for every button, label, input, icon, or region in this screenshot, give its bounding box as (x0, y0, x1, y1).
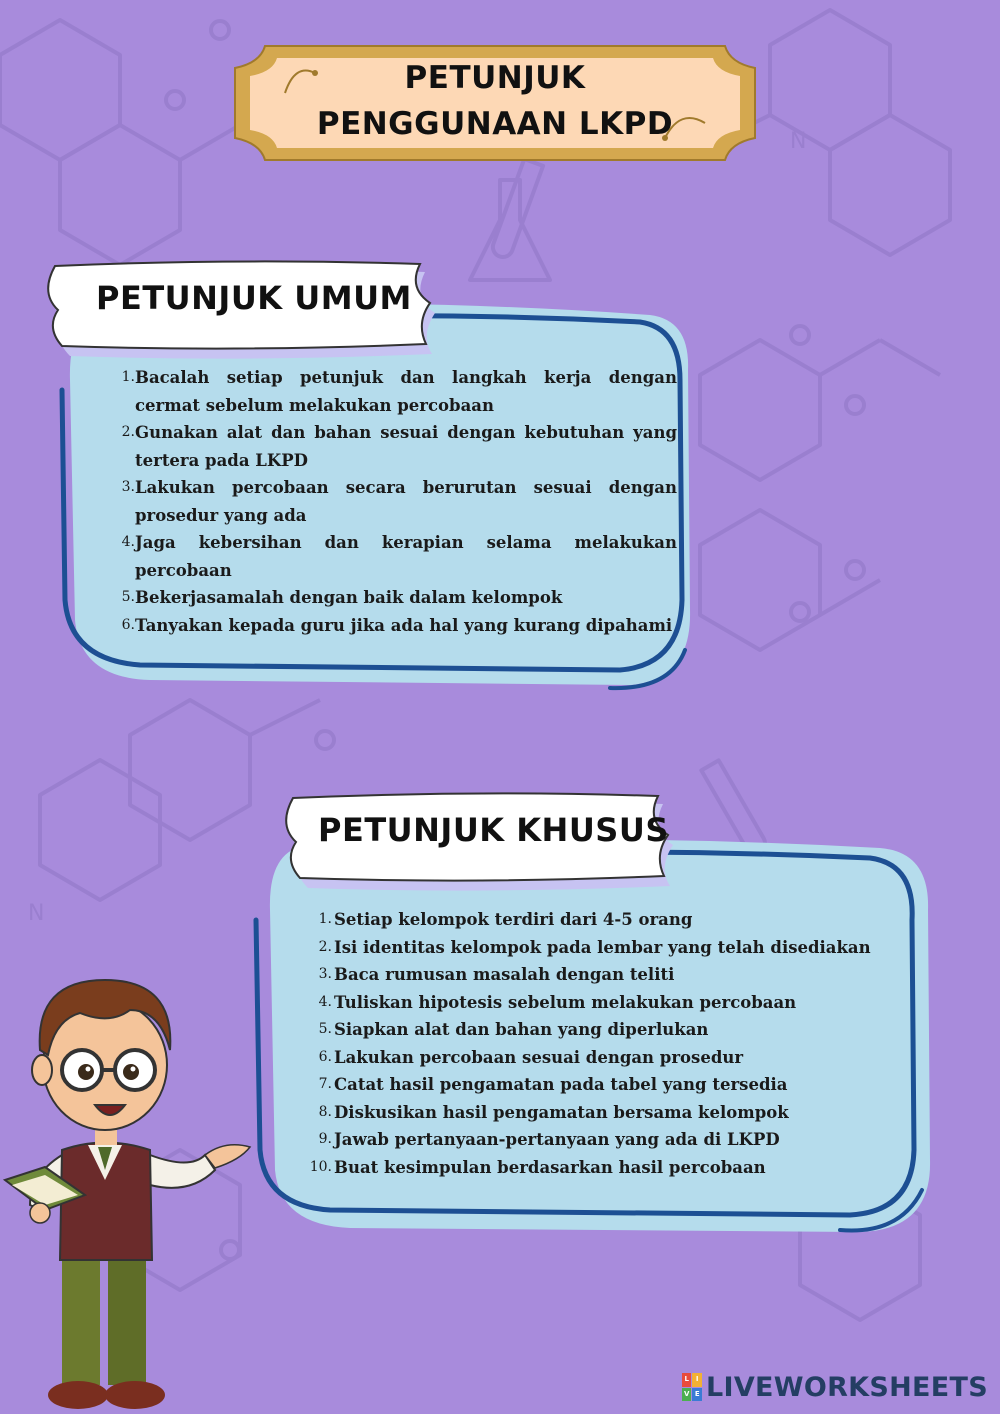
list-item: 5. Bekerjasamalah dengan baik dalam kelompok (121, 588, 563, 607)
list-item: 8. Diskusikan hasil pengamatan bersama kelompok (318, 1102, 789, 1122)
list-item: 10. Buat kesimpulan berdasarkan hasil percobaan (309, 1157, 766, 1177)
list-item: 5. Siapkan alat dan bahan yang diperlukan (318, 1020, 709, 1039)
list-item: 2. Gunakan alat dan bahan sesuai dengan kebutuhan yang tertera pada LKPD (121, 423, 677, 470)
list-item: 2. Isi identitas kelompok pada lembar yang telah disediakan (318, 937, 871, 957)
page-title (225, 55, 765, 147)
list-item: 6. Tanyakan kepada guru jika ada hal yang kurang dipahami (121, 615, 673, 635)
liveworksheets-logo-text: LIVEWORKSHEETS (705, 1371, 988, 1403)
petunjuk-umum-list (121, 364, 677, 639)
list-item: 1. Bacalah setiap petunjuk dan langkah kerja dengan cermat sebelum melakukan percobaan (121, 368, 677, 415)
list-item: 3. Lakukan percobaan secara berurutan sesuai dengan prosedur yang ada (121, 478, 677, 525)
liveworksheets-logo-icon: L I V E (682, 1373, 702, 1401)
list-item: 1. Setiap kelompok terdiri dari 4-5 orang (318, 910, 693, 929)
liveworksheets-logo (682, 1370, 988, 1404)
svg-text:N: N (790, 129, 807, 154)
list-item: 4. Jaga kebersihan dan kerapian selama melakukan percobaan (121, 533, 677, 580)
list-item: 4. Tuliskan hipotesis sebelum melakukan percobaan (318, 992, 797, 1012)
list-item: 7. Catat hasil pengamatan pada tabel yang tersedia (318, 1075, 788, 1094)
list-item: 9. Jawab pertanyaan-pertanyaan yang ada di LKPD (318, 1130, 780, 1149)
petunjuk-umum-heading: PETUNJUK UMUM (96, 279, 412, 317)
list-item: 3. Baca rumusan masalah dengan teliti (318, 965, 675, 984)
list-item: 6. Lakukan percobaan sesuai dengan prosedur (318, 1047, 744, 1067)
student-character-illustration (0, 955, 260, 1414)
title-line-2: PENGGUNAAN LKPD (316, 106, 674, 142)
title-line-1: PETUNJUK (404, 60, 586, 96)
petunjuk-khusus-list (309, 906, 894, 1181)
svg-text:N: N (28, 901, 45, 926)
petunjuk-khusus-heading: PETUNJUK KHUSUS (318, 811, 669, 849)
